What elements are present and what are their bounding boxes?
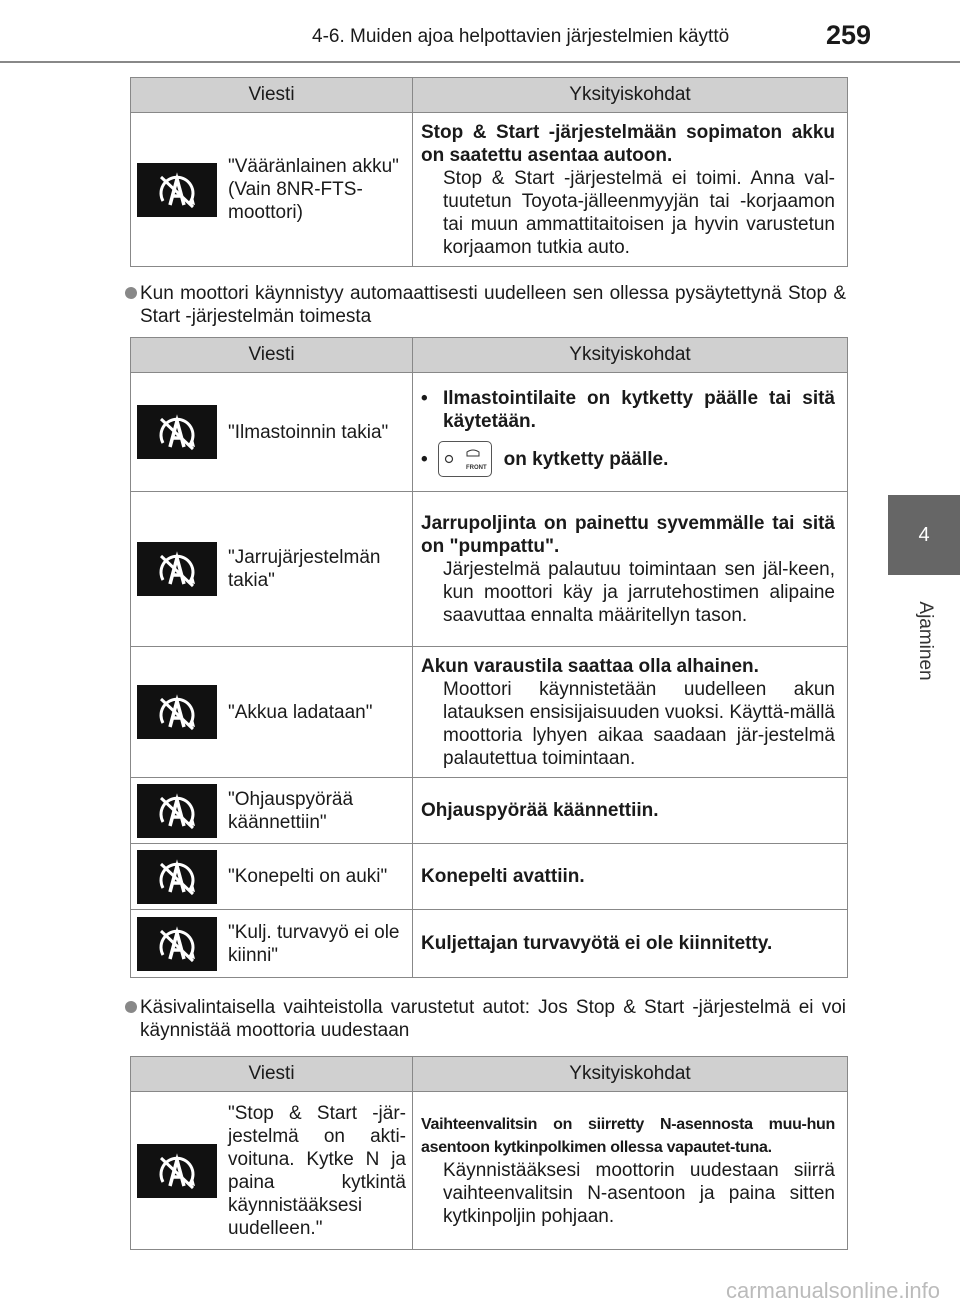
message-cell <box>131 373 413 492</box>
details-title: Ohjauspyörää käännettiin. <box>421 800 659 821</box>
bullet-mark: • <box>421 448 428 470</box>
front-label: FRONT <box>465 465 487 471</box>
paragraph-text: Kun moottori käynnistyy automaattisesti uudelleen sen ollessa pysäytettynä Stop & Start -järjestelmän toimesta <box>140 283 846 327</box>
details-cell <box>413 492 848 647</box>
header-rule <box>0 61 960 63</box>
details-cell <box>413 1092 848 1250</box>
side-tab-label: Ajaminen <box>915 601 936 681</box>
bullet-paragraph <box>140 996 846 1042</box>
bullet-mark: • <box>421 388 428 409</box>
column-header-message: Viesti <box>131 1057 413 1092</box>
message-text: "Jarrujärjestelmän takia" <box>228 547 381 591</box>
details-title: Ilmastointilaite on kytketty päälle tai sitä käytetään. <box>443 388 835 432</box>
message-table-1 <box>130 77 848 267</box>
side-tab-number: 4 <box>888 495 960 575</box>
details-body: Järjestelmä palautuu toimintaan sen jäl-keen, kun moottori käy ja jarrutehostimen alipaine saavuttaa ennalta määritellyn tason. <box>443 558 835 626</box>
stop-start-off-icon <box>137 850 217 904</box>
details-cell <box>413 778 848 844</box>
front-defogger-button-icon <box>438 441 492 477</box>
details-title: Stop & Start -järjestelmään sopimaton akku on saatettu asentaa autoon. <box>421 121 835 166</box>
paragraph-text: Käsivalintaisella vaihteistolla varustetut autot: Jos Stop & Start -järjestelmä ei voi käynnistää moottoria uudestaan <box>140 997 846 1041</box>
message-cell <box>131 1092 413 1250</box>
message-text: "Ohjauspyörää käännettiin" <box>228 788 354 833</box>
details-title: Konepelti avattiin. <box>421 866 585 887</box>
details-title: Jarrupoljinta on painettu syvemmälle tai sitä on "pumpattu". <box>421 512 835 557</box>
message-text: "Konepelti on auki" <box>228 866 388 887</box>
column-header-details: Yksityiskohdat <box>413 1057 848 1092</box>
details-cell <box>413 910 848 978</box>
details-body: Moottori käynnistetään uudelleen akun latauksen ensisijaisuuden vuoksi. Käyttä-mällä moottoria lyhyen aikaa saadaan jär-jestelmä palautettua toimintaan. <box>443 678 835 769</box>
message-table-2 <box>130 337 848 978</box>
details-title: Vaihteenvalitsin on siirretty N-asennosta muu-hun asentoon kytkinpolkimen ollessa vapautet-tuna. <box>421 1116 835 1156</box>
stop-start-off-icon <box>137 542 217 596</box>
footer-watermark: carmanualsonline.info <box>725 1278 940 1303</box>
message-text: "Akkua ladataan" <box>228 701 373 723</box>
column-header-message: Viesti <box>131 338 413 373</box>
details-title: Kuljettajan turvavyötä ei ole kiinnitetty. <box>421 933 773 954</box>
details-body: Käynnistääksesi moottorin uudestaan siirrä vaihteenvalitsin N-asentoon ja paina sitten kytkinpoljin pohjaan. <box>443 1160 835 1227</box>
stop-start-off-icon <box>137 405 217 459</box>
message-cell <box>131 910 413 978</box>
page-number: 259 <box>826 20 872 50</box>
message-text: "Stop & Start -jär-jestelmä on akti-voituna. Kytke N ja paina kytkintä käynnistääksesi uudelleen." <box>228 1102 406 1239</box>
message-cell <box>131 492 413 647</box>
bullet-dot <box>125 287 137 299</box>
bullet-paragraph <box>140 282 846 328</box>
message-cell <box>131 778 413 844</box>
column-header-message: Viesti <box>131 78 413 113</box>
stop-start-off-icon <box>137 685 217 739</box>
column-header-details: Yksityiskohdat <box>413 78 848 113</box>
details-title-2: on kytketty päälle. <box>503 448 669 470</box>
column-header-details: Yksityiskohdat <box>413 338 848 373</box>
stop-start-off-icon <box>137 784 217 838</box>
message-text: "Ilmastoinnin takia" <box>228 421 389 443</box>
details-title: Akun varaustila saattaa olla alhainen. <box>421 655 759 677</box>
details-cell <box>413 113 848 267</box>
message-text: "Vääränlainen akku" (Vain 8NR-FTS-moottori) <box>228 156 399 223</box>
message-cell <box>131 647 413 778</box>
page-header-title: 4-6. Muiden ajoa helpottavien järjestelmien käyttö <box>312 26 730 47</box>
stop-start-off-icon <box>137 917 217 971</box>
details-cell <box>413 844 848 910</box>
stop-start-off-icon <box>137 163 217 217</box>
stop-start-off-icon <box>137 1144 217 1198</box>
message-cell <box>131 113 413 267</box>
details-cell <box>413 647 848 778</box>
message-cell <box>131 844 413 910</box>
details-body: Stop & Start -järjestelmä ei toimi. Anna val-tuutetun Toyota-jälleenmyyjän tai -korjaamon tai muun ammattitaitoisen ja hyvin varustetun korjaamon tutkia auto. <box>443 167 835 258</box>
details-cell <box>413 373 848 492</box>
bullet-dot <box>125 1001 137 1013</box>
message-text: "Kulj. turvavyö ei ole kiinni" <box>228 921 400 966</box>
message-table-3 <box>130 1056 848 1250</box>
